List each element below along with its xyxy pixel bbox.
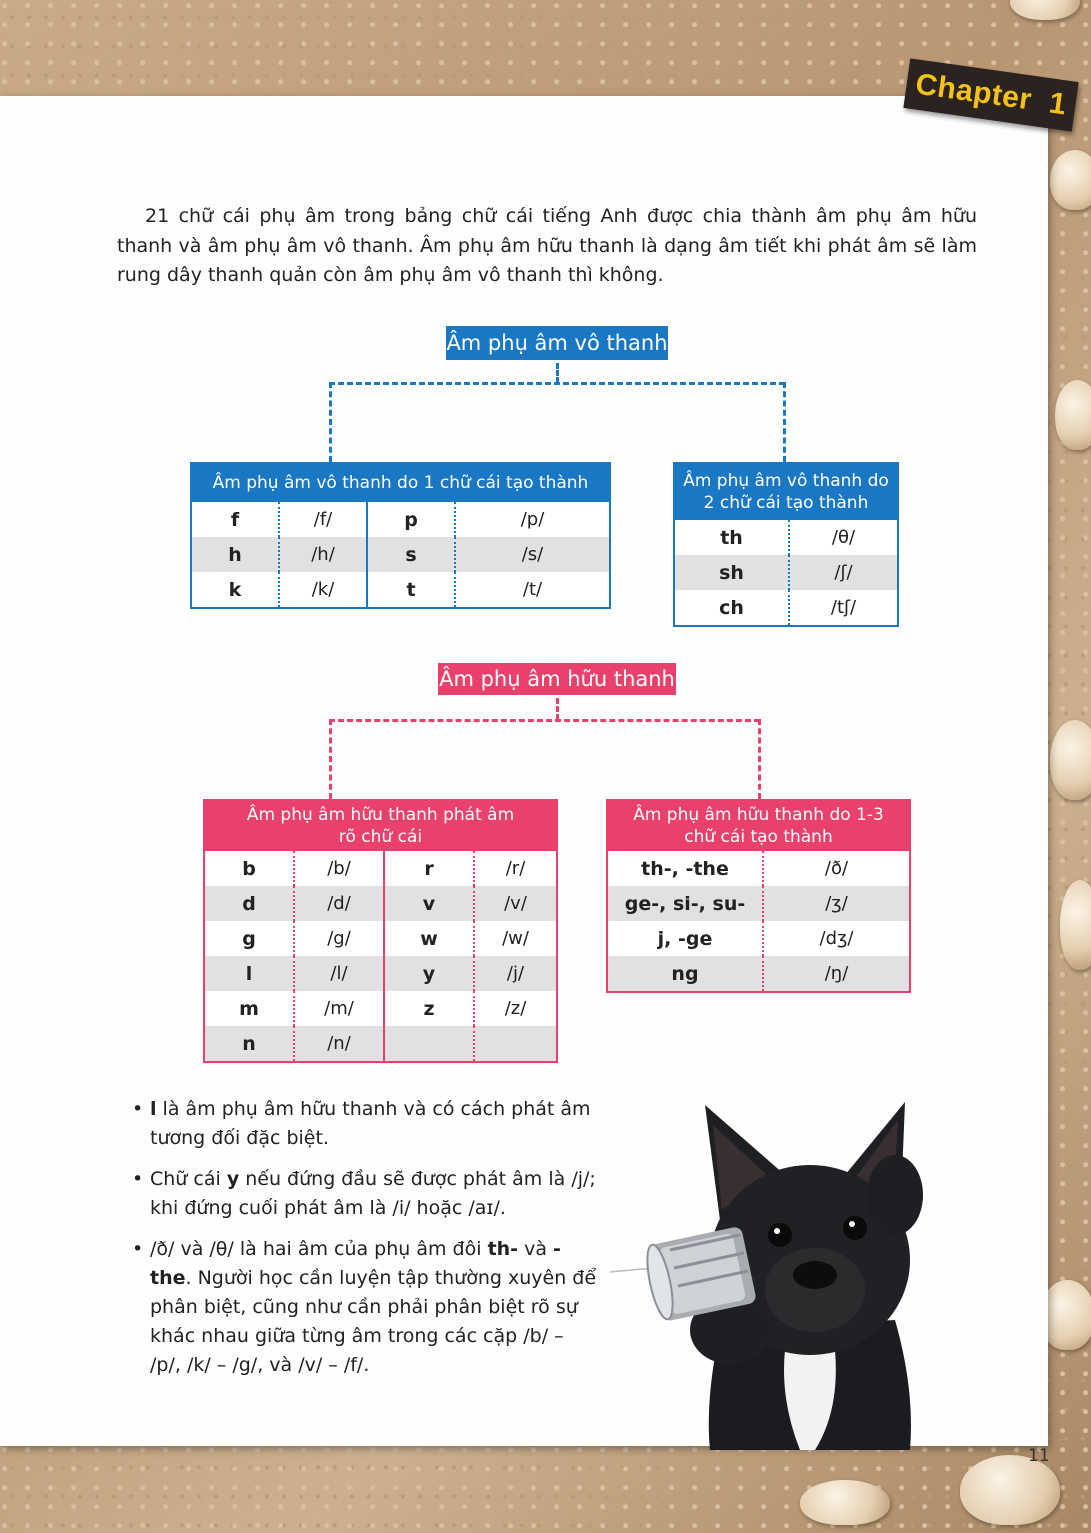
shell-decoration bbox=[1055, 380, 1091, 450]
connector-line bbox=[329, 382, 332, 462]
ipa-cell: /v/ bbox=[474, 886, 557, 921]
shell-decoration bbox=[1050, 720, 1091, 800]
ipa-cell: /tʃ/ bbox=[830, 597, 857, 618]
voiced-heading: Âm phụ âm hữu thanh bbox=[435, 660, 679, 698]
table-header: Âm phụ âm hữu thanh do 1-3 chữ cái tạo thành bbox=[607, 800, 910, 851]
table-row bbox=[204, 886, 557, 921]
table-row bbox=[191, 502, 610, 537]
ipa-cell: /ŋ/ bbox=[763, 956, 910, 992]
ipa-cell: /z/ bbox=[504, 998, 527, 1019]
ipa-cell: /dʒ/ bbox=[819, 928, 854, 949]
shell-decoration bbox=[1010, 0, 1080, 20]
ipa-cell: /h/ bbox=[279, 537, 367, 572]
table-row bbox=[607, 956, 910, 992]
ipa-cell: /l/ bbox=[294, 956, 384, 991]
note-text: và bbox=[518, 1238, 554, 1260]
ipa-cell: /f/ bbox=[279, 502, 367, 537]
letter-cell: d bbox=[204, 886, 294, 921]
table-row bbox=[674, 520, 898, 555]
ipa-cell: /ʃ/ bbox=[789, 555, 898, 590]
connector-line bbox=[556, 698, 559, 720]
ipa-cell: /g/ bbox=[294, 921, 384, 956]
ipa-cell: /s/ bbox=[455, 537, 610, 572]
ipa-cell: /p/ bbox=[520, 509, 545, 530]
letter-cell: p bbox=[367, 502, 455, 537]
ipa-cell: /j/ bbox=[474, 956, 557, 991]
letter-cell: ge-, si-, su- bbox=[607, 886, 763, 921]
connector-line bbox=[329, 719, 332, 799]
letter-cell: ng bbox=[607, 956, 763, 992]
letter-cell: n bbox=[204, 1026, 294, 1062]
letter-cell: k bbox=[191, 572, 279, 608]
table-row bbox=[607, 886, 910, 921]
note-text: Chữ cái bbox=[150, 1168, 227, 1190]
voiceless-heading: Âm phụ âm vô thanh bbox=[443, 323, 671, 363]
ipa-cell: /w/ bbox=[502, 928, 529, 949]
voiceless-two-letter-table bbox=[673, 462, 899, 627]
intro-paragraph: 21 chữ cái phụ âm trong bảng chữ cái tiếng Anh được chia thành âm phụ âm hữu thanh và âm phụ âm vô thanh. Âm phụ âm hữu thanh là dạng âm tiết khi phát âm sẽ làm rung dây thanh quản còn âm phụ âm vô thanh thì không. bbox=[117, 205, 977, 286]
ipa-cell: /t/ bbox=[522, 579, 543, 600]
letter-cell: th bbox=[674, 520, 789, 555]
chapter-word: Chapter bbox=[913, 67, 1034, 117]
dog-tin-can-illustration bbox=[610, 1100, 950, 1450]
ipa-cell bbox=[474, 1026, 557, 1062]
table-row bbox=[204, 991, 557, 1026]
letter-cell: m bbox=[204, 991, 294, 1026]
letter-cell: ch bbox=[674, 590, 789, 626]
letter-cell: th-, -the bbox=[607, 851, 763, 886]
letter-cell: b bbox=[204, 851, 294, 886]
note-item bbox=[130, 1235, 600, 1380]
letter-cell: r bbox=[384, 851, 474, 886]
letter-cell: y bbox=[384, 956, 474, 991]
ipa-cell: /ʒ/ bbox=[763, 886, 910, 921]
ipa-cell: /d/ bbox=[294, 886, 384, 921]
table-row bbox=[204, 956, 557, 991]
notes-list bbox=[130, 1095, 600, 1392]
ipa-cell: /k/ bbox=[279, 572, 367, 608]
shell-decoration bbox=[1050, 150, 1091, 210]
table-row bbox=[607, 851, 910, 886]
note-bold-term: th- bbox=[487, 1238, 519, 1260]
letter-cell bbox=[384, 1026, 474, 1062]
letter-cell: s bbox=[367, 537, 455, 572]
table-row bbox=[204, 851, 557, 886]
letter-cell: z bbox=[384, 991, 474, 1026]
connector-line bbox=[329, 719, 760, 722]
ipa-cell: /θ/ bbox=[831, 527, 856, 548]
letter-cell: t bbox=[367, 572, 455, 608]
note-text: /ð/ và /θ/ là hai âm của phụ âm đôi bbox=[150, 1238, 488, 1260]
table-header: Âm phụ âm vô thanh do 1 chữ cái tạo thành bbox=[191, 463, 610, 502]
page-number: 11 bbox=[1028, 1446, 1050, 1466]
note-text: là âm phụ âm hữu thanh và có cách phát âm tương đối đặc biệt. bbox=[150, 1098, 591, 1149]
letter-cell: g bbox=[204, 921, 294, 956]
table-header: Âm phụ âm hữu thanh phát âm rõ chữ cái bbox=[204, 800, 557, 851]
table-row bbox=[191, 537, 610, 572]
letter-cell: w bbox=[384, 921, 474, 956]
table-row bbox=[607, 921, 910, 956]
table-row bbox=[204, 1026, 557, 1062]
note-bold-term: l bbox=[150, 1098, 157, 1120]
table-header: Âm phụ âm vô thanh do 2 chữ cái tạo thành bbox=[674, 463, 898, 520]
shell-decoration bbox=[1060, 880, 1091, 970]
shell-decoration bbox=[800, 1480, 890, 1525]
ipa-cell: /r/ bbox=[505, 858, 526, 879]
ipa-cell: /ð/ bbox=[824, 858, 849, 879]
letter-cell: f bbox=[191, 502, 279, 537]
connector-line bbox=[758, 719, 761, 799]
letter-cell: l bbox=[204, 956, 294, 991]
note-text: nếu đứng đầu sẽ được phát âm là /j/; khi đứng cuối phát âm là /i/ hoặc /aɪ/. bbox=[150, 1168, 596, 1219]
voiced-multi-letter-table bbox=[606, 799, 911, 993]
voiced-clear-letter-table bbox=[203, 799, 558, 1063]
note-text: . Người học cần luyện tập thường xuyên để phân biệt, cũng như cần phải phân biệt rõ sự khác nhau giữa từng âm trong các cặp /b/ – /p/, /k/ – /g/, và /v/ – /f/. bbox=[150, 1267, 597, 1376]
ipa-cell: /b/ bbox=[294, 851, 384, 886]
connector-line bbox=[329, 382, 785, 385]
ipa-cell: /n/ bbox=[294, 1026, 384, 1062]
table-row bbox=[674, 555, 898, 590]
table-row bbox=[191, 572, 610, 608]
letter-cell: v bbox=[384, 886, 474, 921]
ipa-cell: /m/ bbox=[294, 991, 384, 1026]
note-item bbox=[130, 1165, 600, 1223]
connector-line bbox=[556, 363, 559, 383]
table-row bbox=[674, 590, 898, 626]
note-item bbox=[130, 1095, 600, 1153]
chapter-number: 1 bbox=[1047, 86, 1069, 122]
letter-cell: sh bbox=[674, 555, 789, 590]
connector-line bbox=[783, 382, 786, 462]
letter-cell: h bbox=[191, 537, 279, 572]
note-bold-term: y bbox=[226, 1168, 240, 1190]
voiceless-single-letter-table bbox=[190, 462, 611, 609]
letter-cell: j, -ge bbox=[607, 921, 763, 956]
table-row bbox=[204, 921, 557, 956]
note-bold-term: -the bbox=[150, 1238, 561, 1289]
